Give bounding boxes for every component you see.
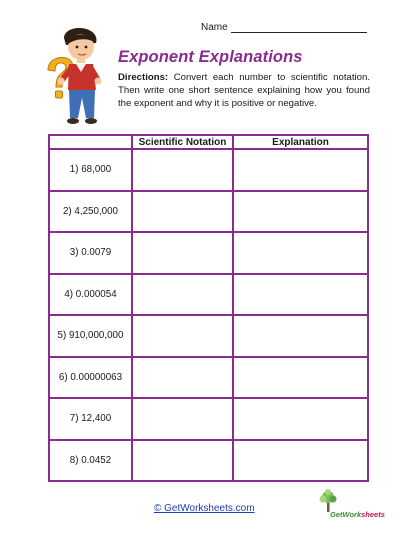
table-row [49,191,368,233]
header-explanation: Explanation [233,135,368,149]
scientific-notation-answer-cell[interactable] [132,315,233,357]
explanation-answer-cell[interactable] [233,274,368,316]
scientific-notation-answer-cell[interactable] [132,191,233,233]
logo-text-part-1: GetWork [330,510,362,519]
explanation-answer-cell[interactable] [233,357,368,399]
table-row [49,398,368,440]
problem-number-cell: 4) 0.000054 [49,274,132,316]
scientific-notation-answer-cell[interactable] [132,274,233,316]
directions-paragraph [118,71,370,111]
table-row [49,274,368,316]
logo-text-part-2: sheets [361,510,385,519]
table-header-row [49,135,368,149]
explanation-answer-cell[interactable] [233,149,368,191]
name-label: Name [201,22,228,33]
scientific-notation-answer-cell[interactable] [132,357,233,399]
worksheet-title: Exponent Explanations [118,48,303,66]
table-row [49,149,368,191]
explanation-answer-cell[interactable] [233,440,368,482]
problem-number-cell: 5) 910,000,000 [49,315,132,357]
table-row [49,315,368,357]
scientific-notation-answer-cell[interactable] [132,149,233,191]
scientific-notation-answer-cell[interactable] [132,232,233,274]
explanation-answer-cell[interactable] [233,315,368,357]
header-scientific-notation: Scientific Notation [132,135,233,149]
explanation-answer-cell[interactable] [233,191,368,233]
scientific-notation-answer-cell[interactable] [132,440,233,482]
scientific-notation-answer-cell[interactable] [132,398,233,440]
boy-question-mark-illustration [42,26,114,130]
table-row [49,357,368,399]
problem-number-cell: 7) 12,400 [49,398,132,440]
problem-number-cell: 8) 0.0452 [49,440,132,482]
table-row [49,232,368,274]
directions-text: Convert each number to scientific notation. Then write one short sentence explaining how you found the exponent and why it is positive or negative. [118,72,370,110]
explanation-answer-cell[interactable] [233,398,368,440]
header-number [49,135,132,149]
exercise-table [48,134,369,482]
problem-number-cell: 1) 68,000 [49,149,132,191]
name-field [201,22,367,33]
getworksheets-link[interactable]: © GetWorksheets.com [154,503,255,514]
directions-label: Directions: [118,72,169,83]
explanation-answer-cell[interactable] [233,232,368,274]
name-blank-line [231,23,367,33]
problem-number-cell: 2) 4,250,000 [49,191,132,233]
problem-number-cell: 6) 0.00000063 [49,357,132,399]
table-row [49,440,368,482]
logo-wordmark [330,510,385,519]
problem-number-cell: 3) 0.0079 [49,232,132,274]
